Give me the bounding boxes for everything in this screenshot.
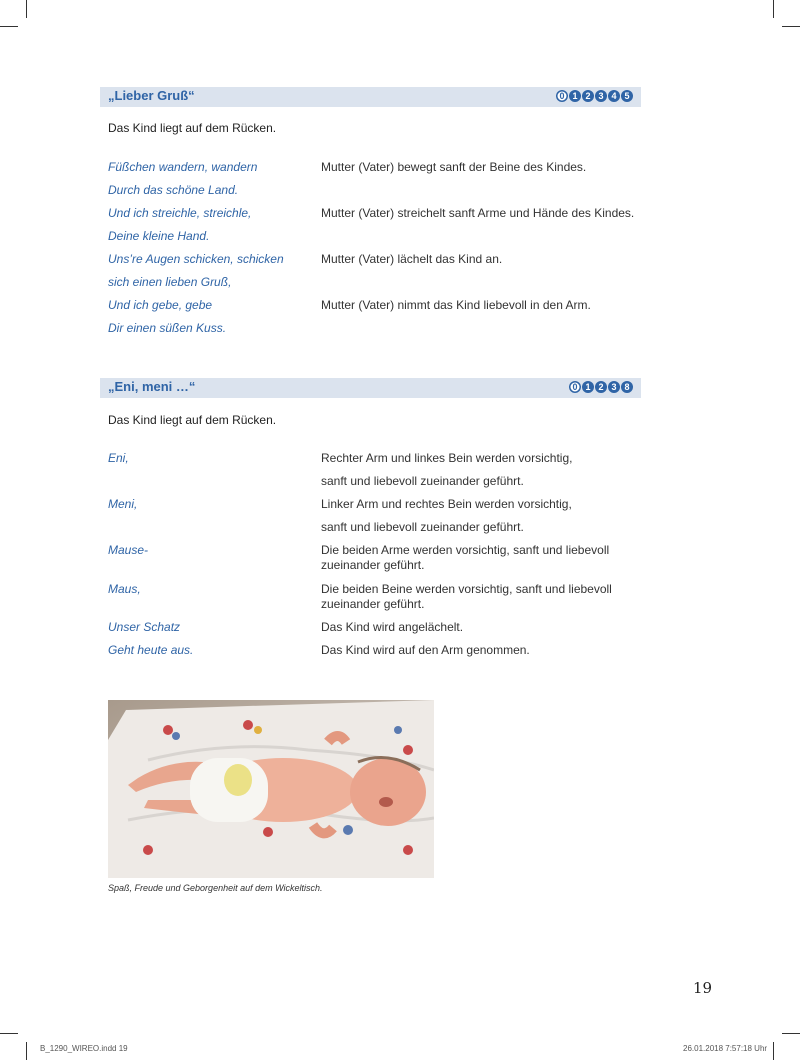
verse-line: Dir einen süßen Kuss. <box>108 321 227 335</box>
verse-line: Mause- <box>108 543 149 557</box>
age-badge: 4 <box>608 90 620 102</box>
verse-line: Füßchen wandern, wandern <box>108 160 258 174</box>
age-badges <box>556 90 633 102</box>
age-badge: 3 <box>595 90 607 102</box>
verse-line: Durch das schöne Land. <box>108 183 239 197</box>
verse-line: Maus, <box>108 582 141 596</box>
age-badge: 0 <box>556 90 568 102</box>
page-number: 19 <box>693 979 713 997</box>
crop-mark <box>782 1033 800 1034</box>
action-text: sanft und liebevoll zueinander geführt. <box>321 474 524 488</box>
verse-line: Und ich gebe, gebe <box>108 298 213 312</box>
section-header-lieber-gruss <box>100 87 641 107</box>
action-text: Rechter Arm und linkes Bein werden vorsichtig, <box>321 451 573 465</box>
age-badge: 3 <box>608 381 620 393</box>
action-text: Die beiden Beine werden vorsichtig, sanft und liebevoll zueinander geführt. <box>321 582 612 611</box>
age-badge: 2 <box>595 381 607 393</box>
section-intro: Das Kind liegt auf dem Rücken. <box>108 121 277 135</box>
crop-mark <box>0 1033 18 1034</box>
action-text: Mutter (Vater) streichelt sanft Arme und Hände des Kindes. <box>321 206 635 220</box>
crop-mark <box>26 1042 27 1060</box>
action-text: Linker Arm und rechtes Bein werden vorsichtig, <box>321 497 572 511</box>
action-text: Das Kind wird auf den Arm genommen. <box>321 643 530 657</box>
action-text: Mutter (Vater) nimmt das Kind liebevoll in den Arm. <box>321 298 591 312</box>
action-text: Mutter (Vater) lächelt das Kind an. <box>321 252 503 266</box>
action-text: sanft und liebevoll zueinander geführt. <box>321 520 524 534</box>
verse-line: Meni, <box>108 497 138 511</box>
verse-line: Geht heute aus. <box>108 643 194 657</box>
age-badges <box>569 381 633 393</box>
section-intro: Das Kind liegt auf dem Rücken. <box>108 413 277 427</box>
verse-line: Eni, <box>108 451 129 465</box>
action-text: Das Kind wird angelächelt. <box>321 620 464 634</box>
verse-line: Unser Schatz <box>108 620 181 634</box>
print-slug-file: B_1290_WIREO.indd 19 <box>40 1044 128 1053</box>
crop-mark <box>773 1042 774 1060</box>
age-badge: 8 <box>621 381 633 393</box>
action-text: Die beiden Arme werden vorsichtig, sanft und liebevoll zueinander geführt. <box>321 543 610 572</box>
crop-mark <box>0 26 18 27</box>
action-text: Mutter (Vater) bewegt sanft der Beine des Kindes. <box>321 160 587 174</box>
verse-line: Deine kleine Hand. <box>108 229 210 243</box>
crop-mark <box>26 0 27 18</box>
baby-on-changing-table-image <box>108 700 434 878</box>
print-slug-date: 26.01.2018 7:57:18 Uhr <box>683 1044 768 1053</box>
photo-caption: Spaß, Freude und Geborgenheit auf dem Wickeltisch. <box>108 883 323 893</box>
age-badge: 1 <box>582 381 594 393</box>
age-badge: 1 <box>569 90 581 102</box>
verse-line: Uns’re Augen schicken, schicken <box>108 252 284 266</box>
age-badge: 0 <box>569 381 581 393</box>
verse-line: sich einen lieben Gruß, <box>108 275 232 289</box>
verse-line: Und ich streichle, streichle, <box>108 206 252 220</box>
crop-mark <box>773 0 774 18</box>
section-title: „Lieber Gruß“ <box>108 88 195 103</box>
crop-mark <box>782 26 800 27</box>
age-badge: 5 <box>621 90 633 102</box>
section-title: „Eni, meni …“ <box>108 379 196 394</box>
age-badge: 2 <box>582 90 594 102</box>
baby-photo <box>108 700 434 878</box>
section-header-eni-meni <box>100 378 641 398</box>
